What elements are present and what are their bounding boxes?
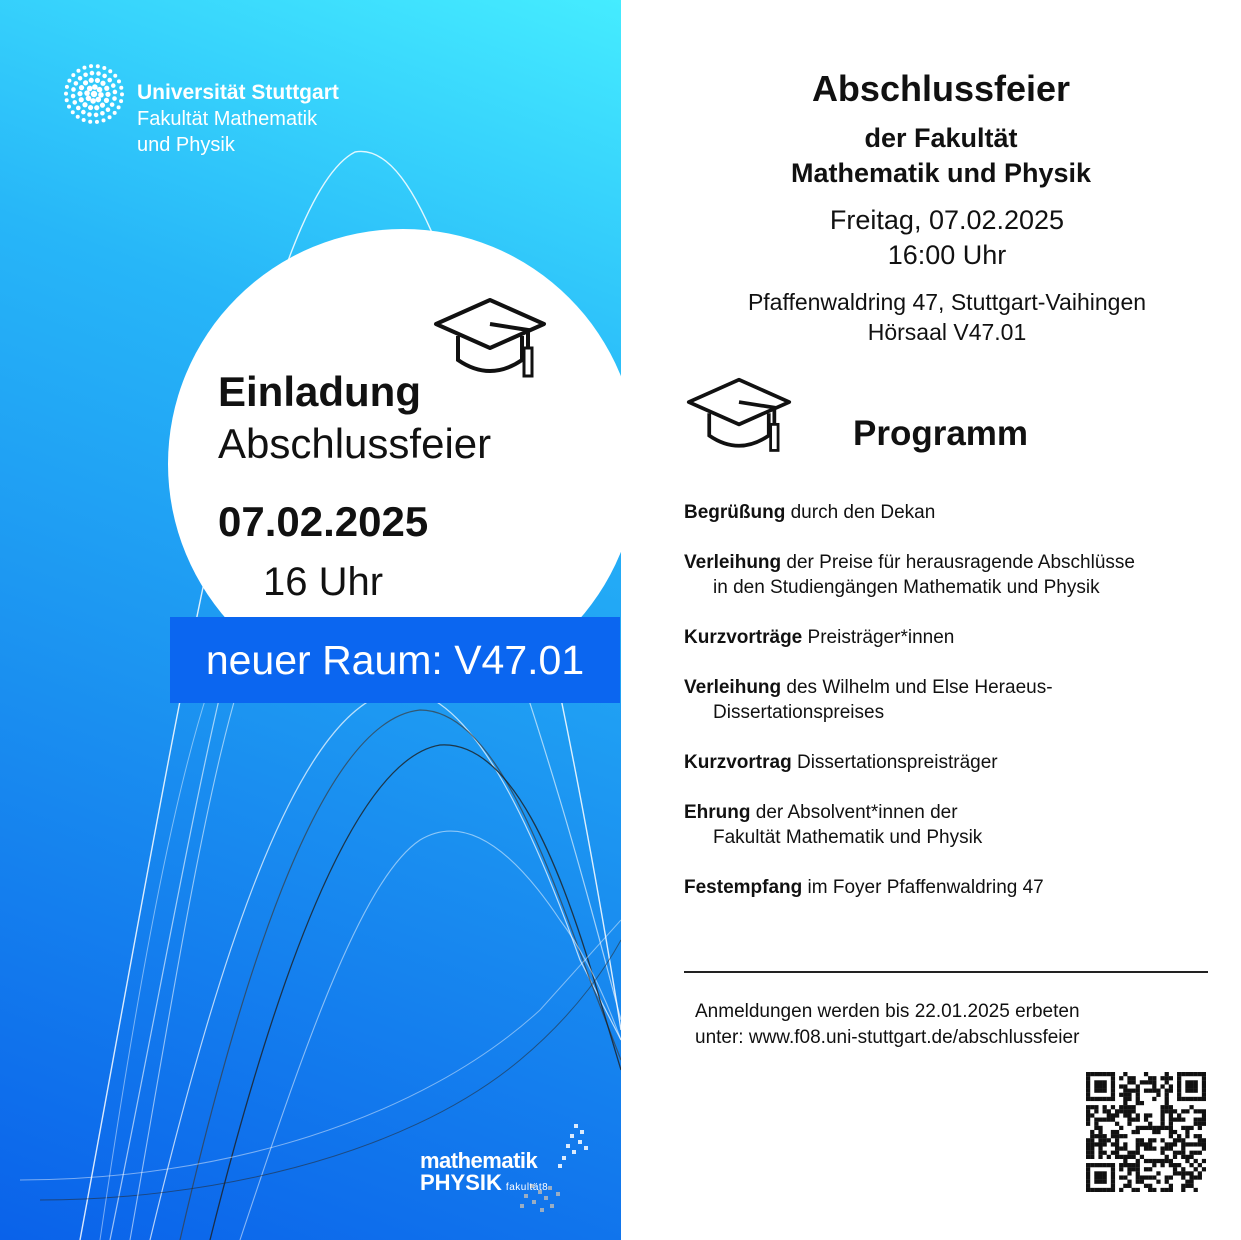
program-item-continuation: Fakultät Mathematik und Physik [713, 827, 983, 848]
program-item-text: im Foyer Pfaffenwaldring 47 [802, 877, 1044, 898]
faculty-logo-line2 [420, 1172, 548, 1199]
faculty-logo-physik: PHYSIK [420, 1170, 502, 1195]
program-item-line [684, 875, 1224, 900]
details-location [621, 287, 1241, 347]
program-item-title: Verleihung [684, 677, 782, 698]
faculty-logo-small: fakultät8 [505, 1182, 549, 1193]
program-item-text: der Preise für herausragende Abschlüsse [781, 552, 1135, 573]
details-address: Pfaffenwaldring 47, Stuttgart-Vaihingen [747, 289, 1147, 315]
details-faculty-line2: Mathematik und Physik [790, 158, 1092, 188]
program-item-title: Begrüßung [684, 502, 786, 523]
details-faculty-line1: der Fakultät [864, 123, 1018, 153]
program-item [684, 550, 1224, 600]
program-item-text: durch den Dekan [785, 502, 936, 523]
registration-deadline: Anmeldungen werden bis 22.01.2025 erbeten [695, 1001, 1080, 1022]
faculty-name-line1: Fakultät Mathematik [137, 108, 318, 130]
program-item-title: Verleihung [684, 552, 782, 573]
program-item-line [684, 750, 1224, 775]
program-item-text: Dissertationspreisträger [791, 752, 998, 773]
program-item [684, 675, 1224, 725]
graduation-cap-icon [432, 296, 548, 382]
graduation-cap-icon [685, 376, 793, 456]
invitation-date: 07.02.2025 [218, 498, 429, 545]
program-item-line [684, 800, 1224, 825]
program-item-title: Kurzvortrag [684, 752, 792, 773]
details-room: Hörsaal V47.01 [867, 319, 1027, 345]
program-item-title: Ehrung [684, 802, 751, 823]
program-item-continuation: Dissertationspreises [713, 702, 885, 723]
program-item-line [684, 550, 1224, 575]
university-name-block [137, 80, 339, 158]
university-name: Universität Stuttgart [137, 81, 339, 104]
program-item [684, 625, 1224, 650]
program-item-line [684, 500, 1224, 525]
faculty-logo [420, 1150, 548, 1199]
program-item-text: des Wilhelm und Else Heraeus- [781, 677, 1053, 698]
divider [684, 971, 1208, 973]
program-item [684, 800, 1224, 850]
program-item-title: Festempfang [684, 877, 803, 898]
faculty-name-line2: und Physik [137, 134, 235, 156]
qr-code-icon[interactable] [1086, 1072, 1206, 1192]
details-faculty [621, 121, 1241, 191]
program-item-title: Kurzvorträge [684, 627, 803, 648]
program-item-text: der Absolvent*innen der [750, 802, 958, 823]
program-item-text: Preisträger*innen [802, 627, 955, 648]
registration-url[interactable]: unter: www.f08.uni-stuttgart.de/abschlussfeier [695, 1027, 1080, 1048]
program-heading: Programm [853, 414, 1029, 453]
program-item [684, 875, 1224, 900]
invitation-subtitle: Abschlussfeier [218, 420, 492, 467]
program-item-continuation: in den Studiengängen Mathematik und Physik [713, 577, 1100, 598]
program-item [684, 750, 1224, 775]
details-date: Freitag, 07.02.2025 [829, 205, 1065, 235]
program-item-line [684, 625, 1224, 650]
faculty-logo-line1: mathematik [420, 1148, 538, 1173]
details-title: Abschlussfeier [811, 68, 1071, 109]
details-panel [621, 0, 1241, 1240]
invitation-title: Einladung [218, 368, 421, 415]
invitation-time: 16 Uhr [263, 560, 384, 604]
program-item-line [684, 675, 1224, 700]
registration-info [695, 999, 1080, 1051]
program-item [684, 500, 1224, 525]
details-datetime [621, 203, 1241, 273]
room-change-banner: neuer Raum: V47.01 [170, 617, 620, 703]
details-time: 16:00 Uhr [887, 240, 1007, 270]
university-logo-icon [62, 62, 126, 126]
